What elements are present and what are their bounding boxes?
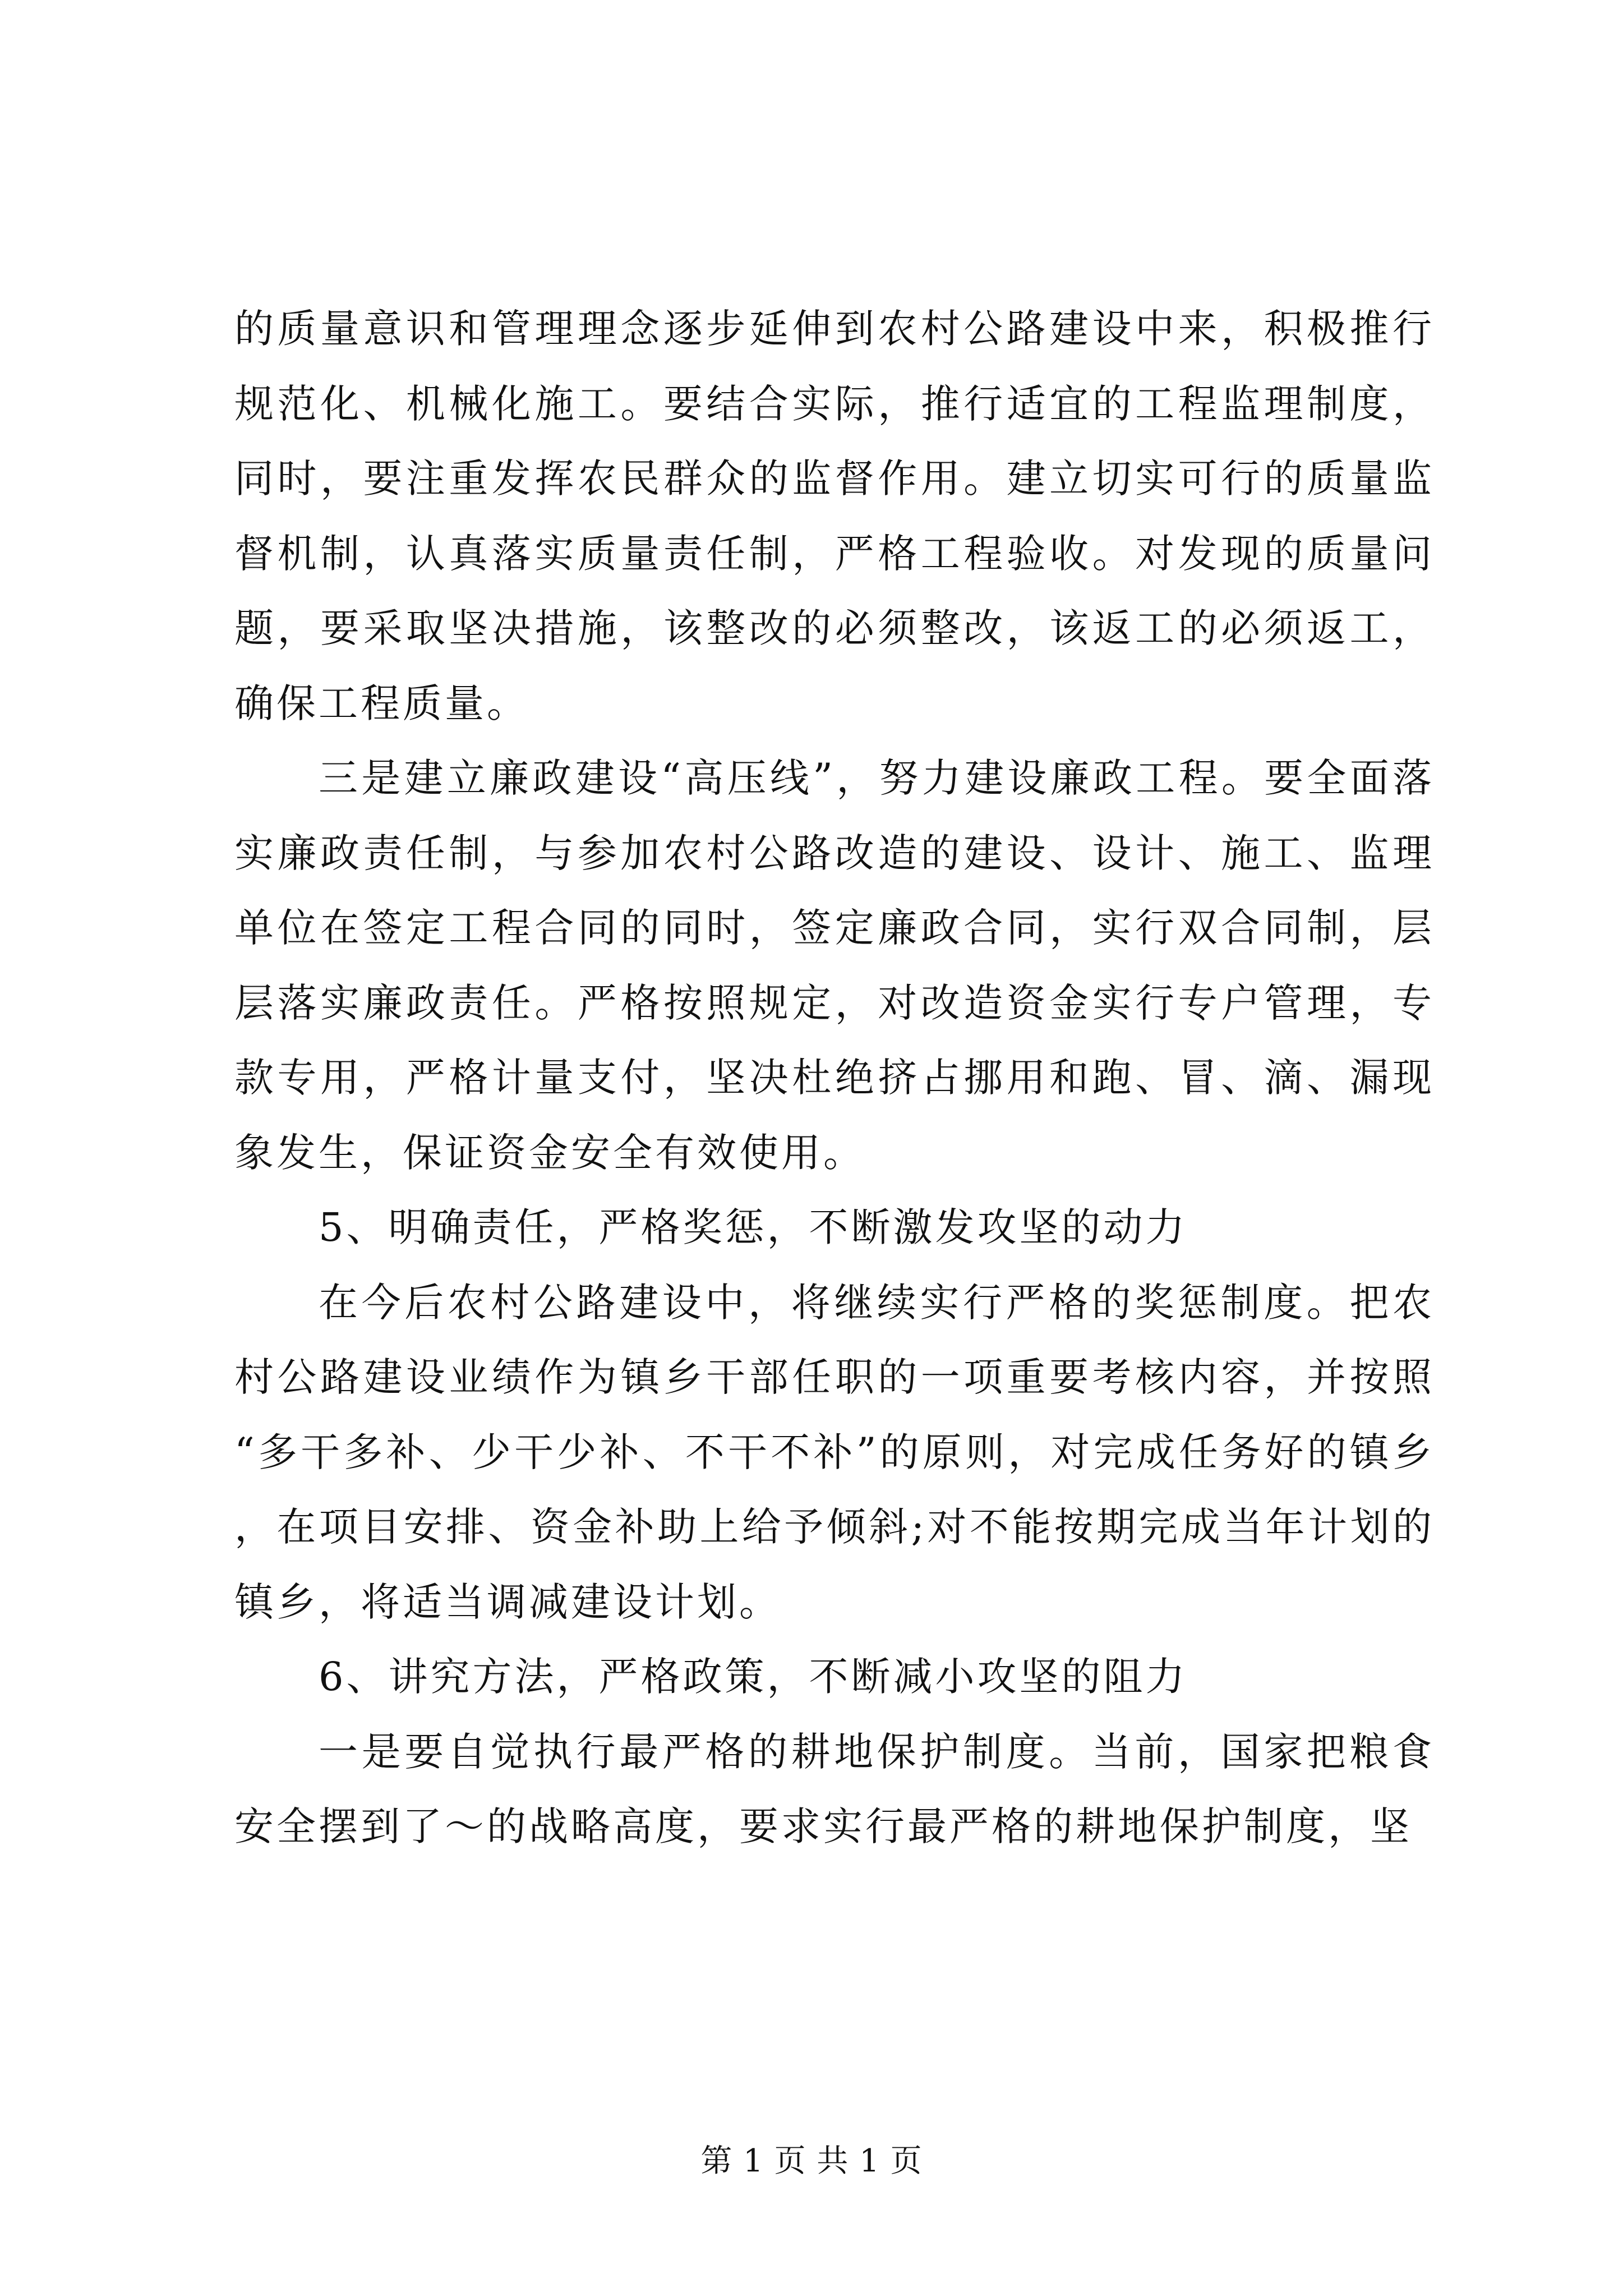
section-heading-6: 6、讲究方法，严格政策，不断减小攻坚的阻力 xyxy=(319,1654,1188,1700)
document-body xyxy=(234,292,1435,1865)
paragraph-land-protection: 一是要自觉执行最严格的耕地保护制度。当前，国家把粮食安全摆到了～的战略高度，要求实行最严格的耕地保护制度，坚 xyxy=(234,1728,1435,1849)
page-number-footer: 第 1 页 共 1 页 xyxy=(700,2143,923,2179)
paragraph-rewards-penalties: 在今后农村公路建设中，将继续实行严格的奖惩制度。把农村公路建设业绩作为镇乡干部任职的一项重要考核内容，并按照“多干多补、少干少补、不干不补”的原则，对完成任务好的镇乡，在项目安排、资金补助上给予倾斜;对不能按期完成当年计划的镇乡，将适当调减建设计划。 xyxy=(234,1279,1435,1625)
paragraph-anti-corruption: 三是建立廉政建设“高压线”，努力建设廉政工程。要全面落实廉政责任制，与参加农村公路改造的建设、设计、施工、监理单位在签定工程合同的同时，签定廉政合同，实行双合同制，层层落实廉政责任。严格按照规定，对改造资金实行专户管理，专款专用，严格计量支付，坚决杜绝挤占挪用和跑、冒、滴、漏现象发生，保证资金安全有效使用。 xyxy=(234,755,1435,1176)
section-heading-5: 5、明确责任，严格奖惩，不断激发攻坚的动力 xyxy=(319,1204,1188,1250)
paragraph-quality-control: 的质量意识和管理理念逐步延伸到农村公路建设中来，积极推行规范化、机械化施工。要结合实际，推行适宜的工程监理制度，同时，要注重发挥农民群众的监督作用。建立切实可行的质量监督机制，认真落实质量责任制，严格工程验收。对发现的质量问题，要采取坚决措施，该整改的必须整改，该返工的必须返工，确保工程质量。 xyxy=(234,306,1435,726)
